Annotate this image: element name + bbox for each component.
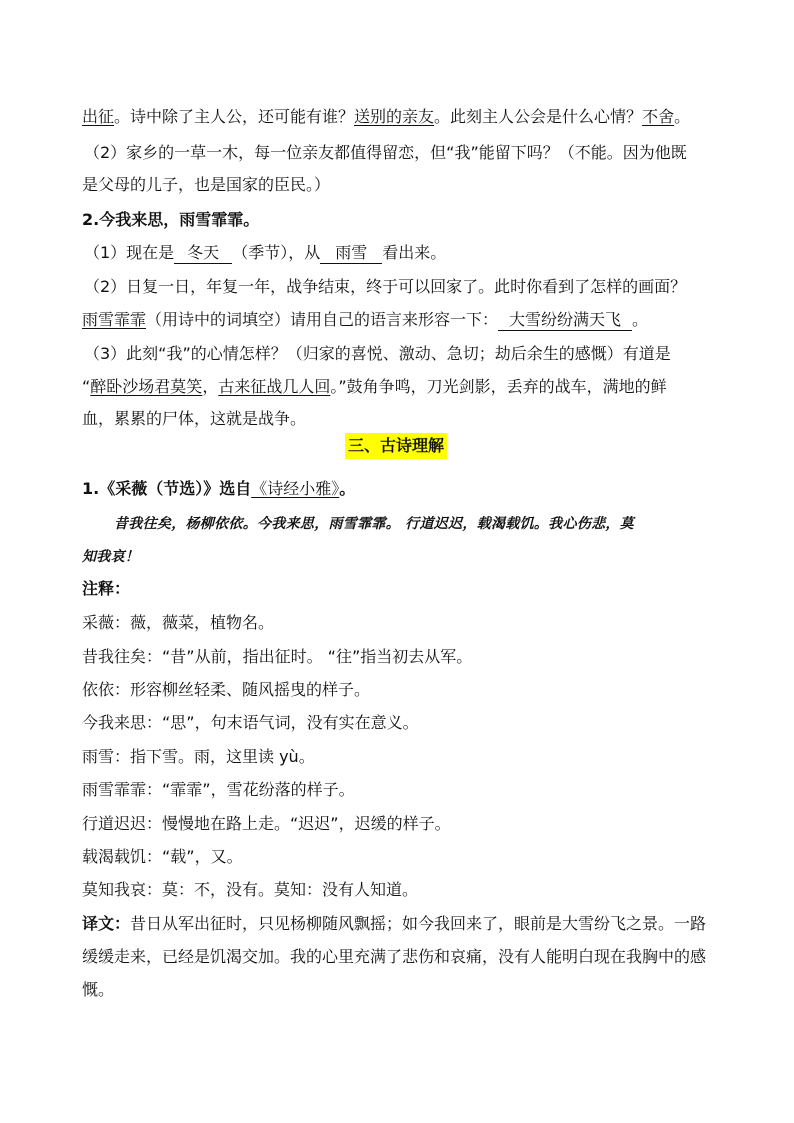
text: 。此刻主人公会是什么心情？: [434, 107, 643, 126]
note-item: 载渴载饥：“载”，又。: [82, 847, 243, 866]
note-item: 雨雪：指下雪。雨，这里读 yù。: [82, 747, 315, 766]
fill-blank-word: 雨雪: [320, 243, 382, 264]
answer-underlined: 不舍: [642, 107, 675, 126]
answer-underlined: 送别的亲友: [354, 107, 435, 126]
poem-source: 《诗经小雅》: [251, 479, 340, 498]
text: 。: [674, 107, 691, 126]
note-item: 昔我往矣：“昔”从前，指出征时。 “往”指当初去从军。: [82, 647, 473, 666]
question-2-line-2: 是父母的儿子，也是国家的臣民。）: [82, 175, 331, 194]
answer-underlined: 雨雪霏霏: [82, 310, 147, 329]
text: 。诗中除了主人公，还可能有谁？: [114, 107, 355, 126]
text: （1）现在是: [84, 243, 175, 262]
question-3-line-1: （3）此刻“我”的心情怎样？（归家的喜悦、激动、急切；劫后余生的感慨）有道是: [84, 344, 671, 363]
translation-line-1: [82, 913, 706, 935]
answer-underlined: 醉卧沙场君莫笑: [90, 377, 203, 396]
question-2b-line-2: [82, 309, 648, 331]
question-3-line-3: 血，累累的尸体，这就是战争。: [82, 409, 307, 428]
fill-blank-description: 大雪纷纷满天飞: [498, 310, 632, 331]
poem-title-line: [82, 478, 355, 500]
note-item: 雨雪霏霏：“霏霏”，雪花纷落的样子。: [82, 780, 355, 799]
note-item: 依依：形容柳丝轻柔、随风摇曳的样子。: [82, 680, 371, 699]
question-3-line-2: [82, 376, 667, 398]
text: 。”鼓角争鸣，刀光剑影，丢弃的战车，满地的鲜: [330, 377, 667, 396]
note-item: 今我来思：“思”，句末语气词，没有实在意义。: [82, 713, 419, 732]
text: 。: [339, 479, 356, 498]
question-2-line-1: （2）家乡的一草一木，每一位亲友都值得留恋，但“我”能留下吗？（不能。因为他既: [84, 143, 687, 162]
fill-blank-season: 冬天: [174, 243, 232, 264]
poem-text-line-2: 知我哀！: [82, 549, 140, 565]
text: 看出来。: [382, 243, 447, 262]
text: （季节），从: [232, 243, 321, 262]
text: （用诗中的词填空）请用自己的语言来形容一下：: [146, 310, 499, 329]
translation-line-2: 缓缓走来，已经是饥渴交加。我的心里充满了悲伤和哀痛，没有人能明白现在我胸中的感: [82, 947, 707, 966]
note-item: 行道迟迟：慢慢地在路上走。“迟迟”，迟缓的样子。: [82, 814, 451, 833]
section-heading-3: 三、古诗理解: [345, 433, 447, 459]
text: ，: [202, 377, 219, 396]
poem-text-line-1: 昔我往矣，杨柳依依。今我来思，雨雪霏霏。 行道迟迟，载渴载饥。我心伤悲，莫: [114, 516, 634, 532]
translation-line-3: 慨。: [82, 980, 115, 999]
answer-underlined: 古来征战几人回: [218, 377, 331, 396]
answer-line-1: [82, 106, 690, 128]
question-1-line: [84, 242, 446, 264]
text: 昔日从军出征时，只见杨柳随风飘摇；如今我回来了，眼前是大雪纷飞之景。一路: [130, 914, 707, 933]
note-item: 莫知我哀：莫：不，没有。莫知：没有人知道。: [82, 880, 419, 899]
notes-heading: 注释：: [82, 579, 131, 598]
text: 。: [632, 310, 649, 329]
answer-underlined: 出征: [82, 107, 115, 126]
question-2b-line-1: （2）日复一日，年复一年，战争结束，终于可以回家了。此时你看到了怎样的画面？: [84, 277, 687, 296]
poem-title: 1.《采薇（节选）》选自: [82, 479, 252, 498]
note-item: 采薇：薇，薇菜，植物名。: [82, 613, 275, 632]
subheading-2: 2.今我来思，雨雪霏霏。: [82, 210, 260, 229]
text: “: [82, 377, 91, 396]
translation-label: 译文：: [82, 914, 131, 933]
